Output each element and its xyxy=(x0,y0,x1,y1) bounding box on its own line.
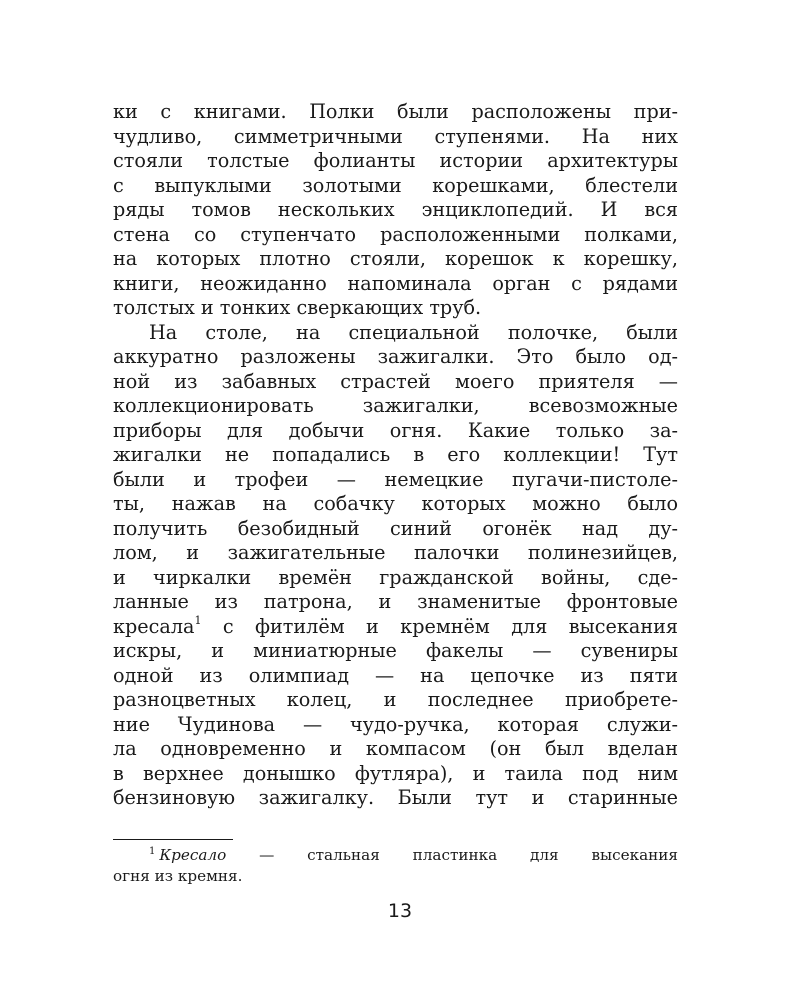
text-line: бензиновую зажигалку. Были тут и старинные xyxy=(113,786,678,809)
text-line: ки с книгами. Полки были расположены при- xyxy=(113,100,678,123)
text-line: получить безобидный синий огонёк над ду- xyxy=(113,516,678,540)
text-line: книги, неожиданно напоминала орган с рядами xyxy=(113,271,678,295)
text-line: На столе, на специальной полочке, были xyxy=(149,320,678,344)
text-line: кресала$^1$ с фитилём и кремнём для высекания xyxy=(113,614,678,638)
text-line: ты, нажав на собачку которых можно было xyxy=(113,492,678,515)
text-line: ной из забавных страстей моего приятеля — xyxy=(113,369,678,393)
text-line: аккуратно разложены зажигалки. Это было од- xyxy=(113,345,678,368)
footnote-line: огня из кремня. xyxy=(113,867,243,885)
footnote-text: — стальная пластинка для высекания xyxy=(226,846,678,864)
page-number: 13 xyxy=(387,900,413,922)
text-line: ние Чудинова — чудо-ручка, которая служи- xyxy=(113,712,678,736)
text-line: толстых и тонких сверкающих труб. xyxy=(113,296,482,319)
text-line: стояли толстые фолианты истории архитектуры xyxy=(113,149,678,172)
body-text xyxy=(113,100,678,811)
text-line: коллекционировать зажигалки, всевозможные xyxy=(113,394,678,417)
text-line: ла одновременно и компасом (он был вделан xyxy=(113,737,678,760)
text-line: одной из олимпиад — на цепочке из пяти xyxy=(113,663,678,687)
text-line: были и трофеи — немецкие пугачи-пистоле- xyxy=(113,467,678,491)
text-line: чудливо, симметричными ступенями. На них xyxy=(113,124,678,148)
text-line: в верхнее донышко футляра), и таила под ним xyxy=(113,761,678,785)
text-line: жигалки не попадались в его коллекции! Тут xyxy=(113,443,678,466)
text-line: и чиркалки времён гражданской войны, сде- xyxy=(113,565,678,589)
text-line: лом, и зажигательные палочки полинезийцев, xyxy=(113,541,678,564)
footnote-number: 1 xyxy=(149,846,156,857)
footnote xyxy=(113,845,678,887)
text-line: ланные из патрона, и знаменитые фронтовые xyxy=(113,590,678,613)
text-line: на которых плотно стояли, корешок к корешку, xyxy=(113,247,678,270)
footnote-reference: 1 xyxy=(194,614,202,628)
text-line: стена со ступенчато расположенными полками, xyxy=(113,222,678,246)
text-line: с выпуклыми золотыми корешками, блестели xyxy=(113,173,678,197)
footnote-separator xyxy=(113,839,233,840)
text-line: искры, и миниатюрные факелы — сувениры xyxy=(113,639,678,662)
text-line: приборы для добычи огня. Какие только за- xyxy=(113,418,678,442)
footnote-term: Кресало xyxy=(159,846,227,864)
text-line: ряды томов нескольких энциклопедий. И вся xyxy=(113,198,678,221)
text-line: разноцветных колец, и последнее приобрете- xyxy=(113,688,678,711)
footnote-line xyxy=(113,845,678,866)
